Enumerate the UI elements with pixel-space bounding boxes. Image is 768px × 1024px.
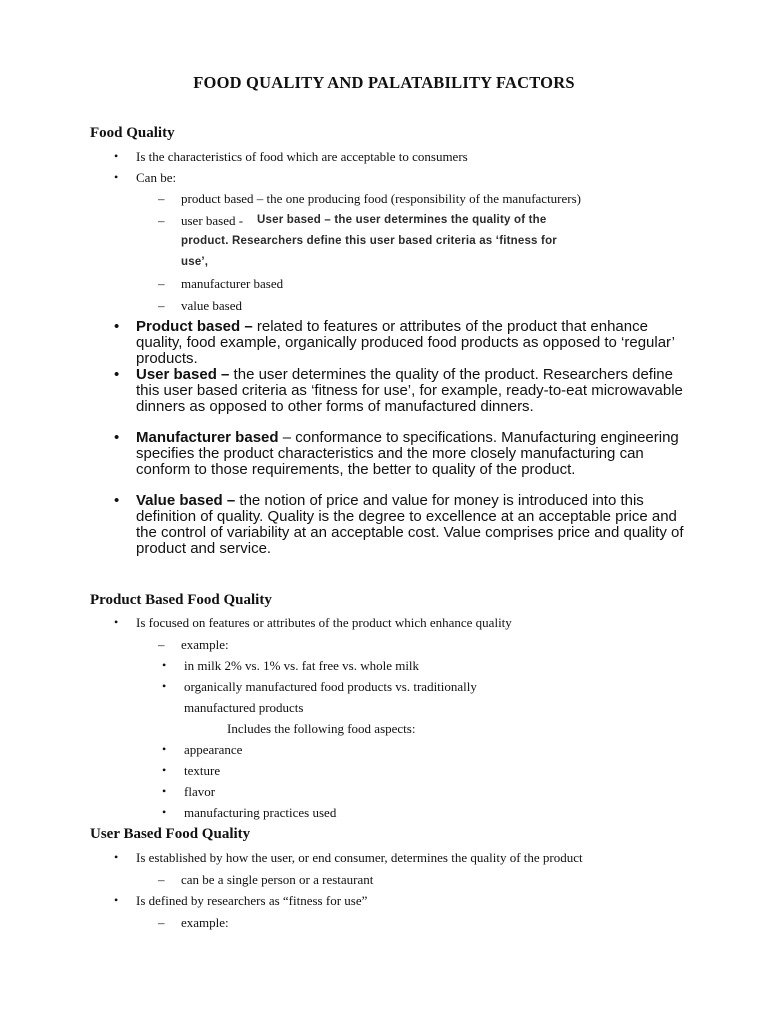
bullet-icon: •: [114, 893, 119, 907]
sub-list-item: manufacturer based: [181, 276, 284, 291]
bullet-icon: •: [162, 742, 167, 756]
sub-list-item: manufactured products: [184, 700, 304, 715]
sub-list-item: example:: [181, 637, 229, 652]
list-item: Is focused on features or attributes of the product which enhance quality: [136, 615, 512, 630]
sub-list-item: in milk 2% vs. 1% vs. fat free vs. whole milk: [184, 658, 420, 673]
bullet-icon: •: [162, 763, 167, 777]
list-item: Is established by how the user, or end consumer, determines the quality of the product: [136, 850, 583, 865]
definition-manufacturer-based: Manufacturer based – conformance to specifications. Manufacturing engineering specifies the product characteristics and the more closely manufacturing can conform to those requirements, the better to quality of the product.: [136, 429, 679, 478]
sub-list-item: organically manufactured food products vs. traditionally: [184, 679, 477, 694]
includes-note: Includes the following food aspects:: [227, 721, 416, 736]
sub-list-item: can be a single person or a restaurant: [181, 872, 374, 887]
bullet-icon: •: [162, 658, 167, 672]
aspect-item: manufacturing practices used: [184, 805, 337, 820]
definition-value-based: Value based – the notion of price and value for money is introduced into this definition of quality. Quality is the degree to excellence at an acceptable price and the control of variability at an acceptable cost. Value comprises price and quality of product and service.: [136, 492, 684, 557]
sub-list-item-bold: User based – the user determines the quality of the: [257, 214, 547, 226]
dash-icon: –: [158, 191, 165, 206]
bullet-icon: •: [114, 492, 120, 509]
sub-list-item-bold: use’,: [181, 256, 209, 268]
definition-product-based: Product based – related to features or attributes of the product that enhance quality, food example, organically produced food products as opposed to ‘regular’ products.: [136, 318, 675, 367]
section-heading-user-based: User Based Food Quality: [90, 826, 251, 842]
list-item: Is defined by researchers as “fitness for use”: [136, 893, 368, 908]
bullet-icon: •: [114, 429, 120, 446]
bullet-icon: •: [162, 805, 167, 819]
sub-list-item: product based – the one producing food (responsibility of the manufacturers): [181, 191, 581, 206]
bullet-icon: •: [114, 170, 119, 184]
bullet-icon: •: [162, 784, 167, 798]
bullet-icon: •: [114, 318, 120, 335]
dash-icon: –: [158, 872, 165, 887]
list-item: Can be:: [136, 170, 177, 185]
sub-list-item-prefix: user based -: [181, 213, 244, 228]
dash-icon: –: [158, 213, 165, 228]
bullet-icon: •: [114, 366, 120, 383]
section-heading-food-quality: Food Quality: [90, 125, 175, 141]
page-title: FOOD QUALITY AND PALATABILITY FACTORS: [193, 73, 575, 92]
dash-icon: –: [158, 276, 165, 291]
section-heading-product-based: Product Based Food Quality: [90, 592, 272, 608]
list-item: Is the characteristics of food which are acceptable to consumers: [136, 149, 468, 164]
aspect-item: texture: [184, 763, 221, 778]
bullet-icon: •: [162, 679, 167, 693]
sub-list-item: value based: [181, 298, 243, 313]
bullet-icon: •: [114, 850, 119, 864]
sub-list-item-bold: product. Researchers define this user based criteria as ‘fitness for: [181, 235, 557, 247]
aspect-item: flavor: [184, 784, 216, 799]
bullet-icon: •: [114, 149, 119, 163]
dash-icon: –: [158, 915, 165, 930]
bullet-icon: •: [114, 615, 119, 629]
sub-list-item: example:: [181, 915, 229, 930]
definition-user-based: User based – the user determines the quality of the product. Researchers define this user based criteria as ‘fitness for use’, for example, ready-to-eat microwavable dinners as opposed to other forms of manufactured dinners.: [136, 366, 683, 415]
dash-icon: –: [158, 298, 165, 313]
dash-icon: –: [158, 637, 165, 652]
aspect-item: appearance: [184, 742, 243, 757]
